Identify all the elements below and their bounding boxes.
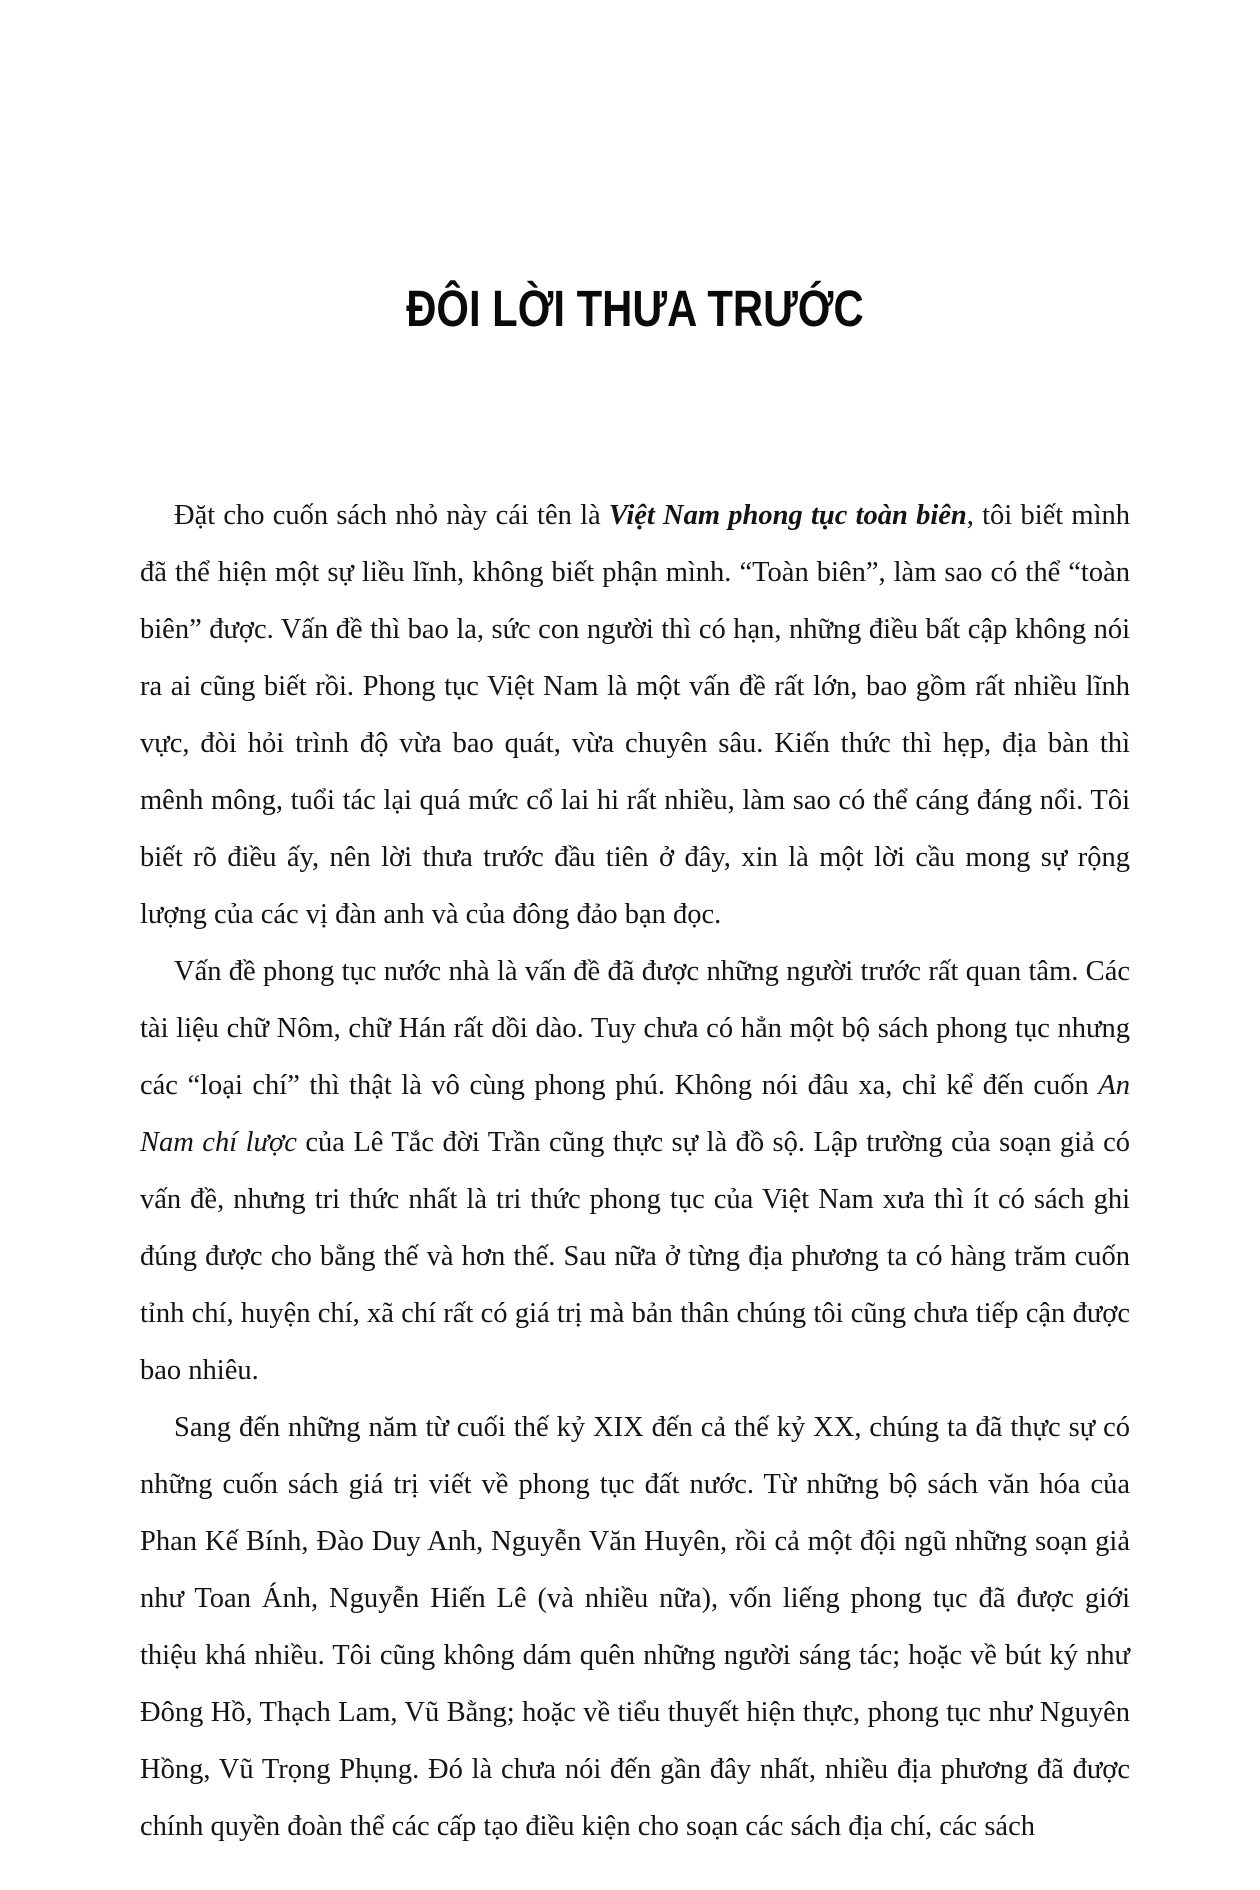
paragraph bbox=[140, 943, 1130, 1399]
text-run: Vấn đề phong tục nước nhà là vấn đề đã được những người trước rất quan tâm. Các tài liệu chữ Nôm, chữ Hán rất dồi dào. Tuy chưa có hẳn một bộ sách phong tục nhưng các “loại chí” thì thật là vô cùng phong phú. Không nói đâu xa, chỉ kể đến cuốn bbox=[140, 956, 1130, 1102]
text-run: Đặt cho cuốn sách nhỏ này cái tên là bbox=[174, 500, 609, 532]
paragraph bbox=[140, 487, 1130, 943]
text-run: Sang đến những năm từ cuối thế kỷ XIX đến cả thế kỷ XX, chúng ta đã thực sự có những cuốn sách giá trị viết về phong tục đất nước. Từ những bộ sách văn hóa của Phan Kế Bính, Đào Duy Anh, Nguyễn Văn Huyên, rồi cả một đội ngũ những soạn giả như Toan Ánh, Nguyễn Hiến Lê (và nhiều nữa), vốn liếng phong tục đã được giới thiệu khá nhiều. Tôi cũng không dám quên những người sáng tác; hoặc về bút ký như Đông Hồ, Thạch Lam, Vũ Bằng; hoặc về tiểu thuyết hiện thực, phong tục như Nguyên Hồng, Vũ Trọng Phụng. Đó là chưa nói đến gần đây nhất, nhiều địa phương đã được chính quyền đoàn thể các cấp tạo điều kiện cho soạn các sách địa chí, các sách bbox=[140, 1412, 1130, 1843]
text-run: của Lê Tắc đời Trần cũng thực sự là đồ sộ. Lập trường của soạn giả có vấn đề, nhưng tri thức nhất là tri thức phong tục của Việt Nam xưa thì ít có sách ghi đúng được cho bằng thế và hơn thế. Sau nữa ở từng địa phương ta có hàng trăm cuốn tỉnh chí, huyện chí, xã chí rất có giá trị mà bản thân chúng tôi cũng chưa tiếp cận được bao nhiêu. bbox=[140, 1127, 1130, 1387]
text-run: , tôi biết mình đã thể hiện một sự liều lĩnh, không biết phận mình. “Toàn biên”, làm sao có thể “toàn biên” được. Vấn đề thì bao la, sức con người thì có hạn, những điều bất cập không nói ra ai cũng biết rồi. Phong tục Việt Nam là một vấn đề rất lớn, bao gồm rất nhiều lĩnh vực, đòi hỏi trình độ vừa bao quát, vừa chuyên sâu. Kiến thức thì hẹp, địa bàn thì mênh mông, tuổi tác lại quá mức cổ lai hi rất nhiều, làm sao có thể cáng đáng nổi. Tôi biết rõ điều ấy, nên lời thưa trước đầu tiên ở đây, xin là một lời cầu mong sự rộng lượng của các vị đàn anh và của đông đảo bạn đọc. bbox=[140, 500, 1130, 931]
page-content bbox=[140, 0, 1130, 1855]
text-run: Việt Nam phong tục toàn biên bbox=[608, 500, 967, 532]
page-title-text: ĐÔI LỜI THƯA TRƯỚC bbox=[406, 280, 864, 337]
page-title bbox=[140, 281, 1130, 337]
paragraph bbox=[140, 1399, 1130, 1855]
body-text bbox=[140, 487, 1130, 1855]
text-run: An Nam chí lược bbox=[140, 1070, 1130, 1159]
